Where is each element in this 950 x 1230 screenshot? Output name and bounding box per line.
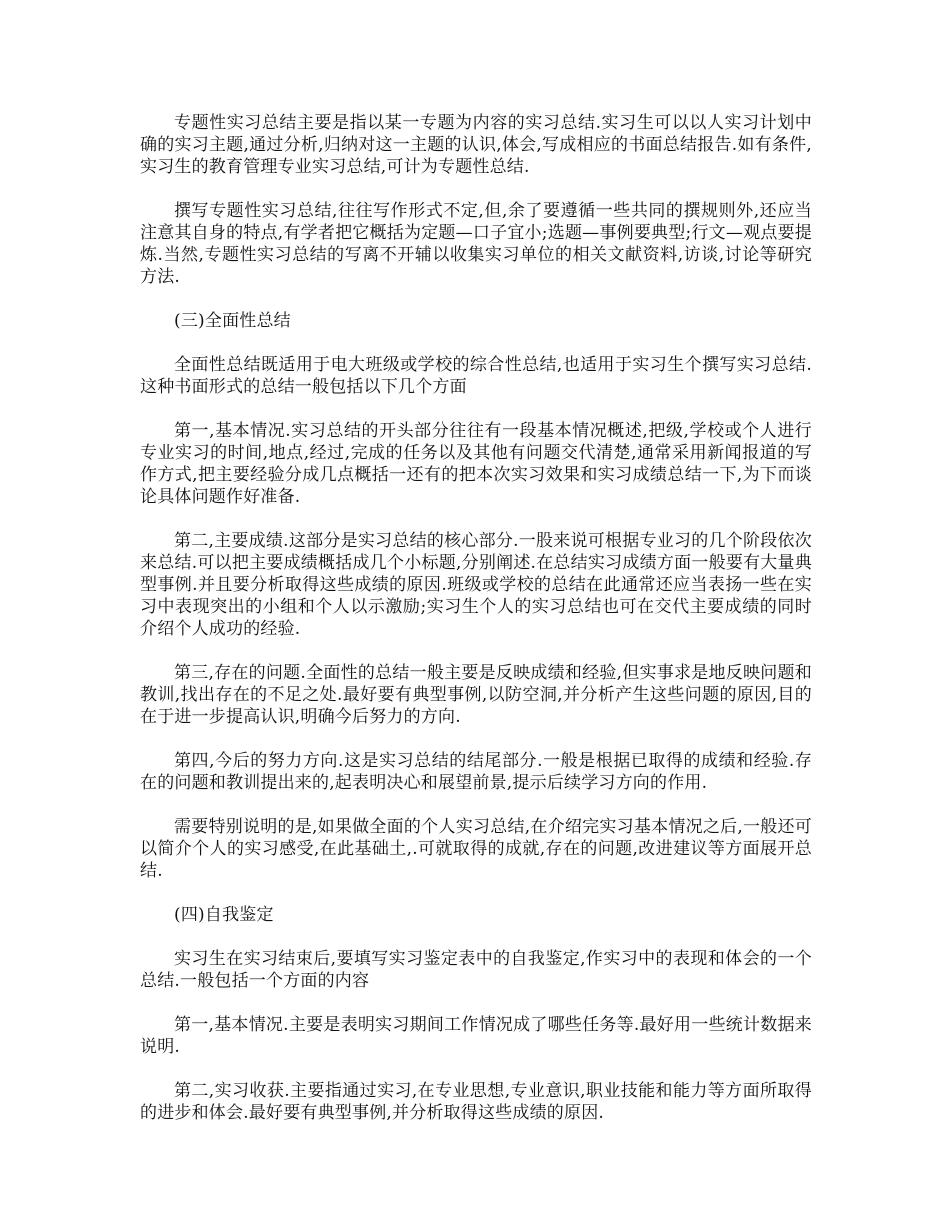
paragraph-4: 全面性总结既适用于电大班级或学校的综合性总结,也适用于实习生个撰写实习总结.这种书面形式的总结一般包括以下几个方面 [140,355,812,397]
paragraph-8: 第四,今后的努力方向.这是实习总结的结尾部分.一般是根据已取得的成绩和经验.存在的问题和教训提出来的,起表明决心和展望前景,提示后续学习方向的作用. [140,751,812,793]
paragraph-13: 第二,实习收获.主要指通过实习,在专业思想,专业意识,职业技能和能力等方面所取得的进步和体会.最好要有典型事例,并分析取得这些成绩的原因. [140,1081,812,1123]
paragraph-5: 第一,基本情况.实习总结的开头部分往往有一段基本情况概述,把级,学校或个人进行专业实习的时间,地点,经过,完成的任务以及其他有问题交代清楚,通常采用新闻报道的写作方式,把主要经验分成几点概括一还有的把本次实习效果和实习成绩总结一下,为下而谈论具体问题作好准备. [140,421,812,507]
paragraph-2: 撰写专题性实习总结,往往写作形式不定,但,余了要遵循一些共同的撰规则外,还应当注意其自身的特点,有学者把它概括为定题—口子宜小;选题—事例要典型;行文—观点要提炼.当然,专题性实习总结的写离不开辅以收集实习单位的相关文献资料,访谈,讨论等研究方法. [140,201,812,287]
document-body [140,112,812,1146]
section-heading-10: (四)自我鉴定 [174,905,274,925]
paragraph-9: 需要特别说明的是,如果做全面的个人实习总结,在介绍完实习基本情况之后,一般还可以简介个人的实习感受,在此基础土,.可就取得的成就,存在的问题,改进建议等方面展开总结. [140,817,812,881]
paragraph-1: 专题性实习总结主要是指以某一专题为内容的实习总结.实习生可以以人实习计划中确的实习主题,通过分析,归纳对这一主题的认识,体会,写成相应的书面总结报告.如有条件,实习生的教育管理专业实习总结,可计为专题性总结. [140,113,812,177]
paragraph-7: 第三,存在的问题.全面性的总结一般主要是反映成绩和经验,但实事求是地反映问题和教训,找出存在的不足之处.最好要有典型事例,以防空洞,并分析产生这些问题的原因,目的在于进一步提高认识,明确今后努力的方向. [140,663,812,727]
paragraph-11: 实习生在实习结束后,要填写实习鉴定表中的自我鉴定,作实习中的表现和体会的一个总结.一般包括一个方面的内容 [140,949,812,991]
paragraph-6: 第二,主要成绩.这部分是实习总结的核心部分.一股来说可根据专业习的几个阶段依次来总结.可以把主要成绩概括成几个小标题,分别阐述.在总结实习成绩方面一般要有大量典型事例.并且要分析取得这些成绩的原因.班级或学校的总结在此通常还应当表扬一些在实习中表现突出的小组和个人以示激励;实习生个人的实习总结也可在交代主要成绩的同时介绍个人成功的经验. [140,531,812,639]
section-heading-3: (三)全面性总结 [174,311,291,331]
paragraph-12: 第一,基本情况.主要是表明实习期间工作情况成了哪些任务等.最好用一些统计数据来说明. [140,1015,812,1057]
